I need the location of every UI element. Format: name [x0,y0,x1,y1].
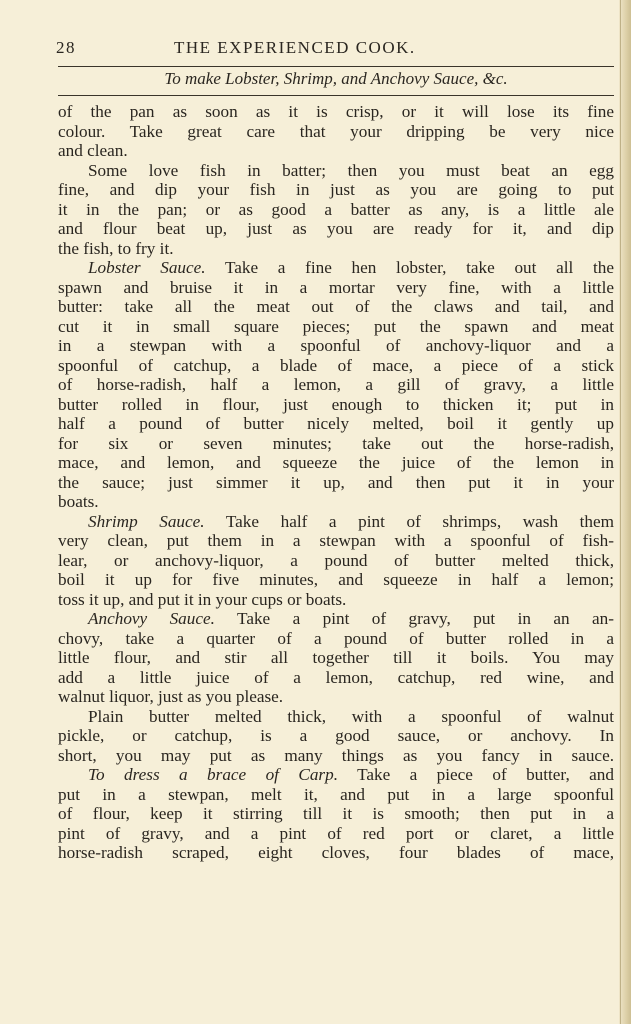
text-line [58,219,614,239]
text-run: boats. [58,492,99,511]
text-run: for six or seven minutes; take out the horse-radish, [58,433,614,453]
text-run: add a little juice of a lemon, catchup, red wine, and [58,667,614,687]
text-line [58,765,614,785]
text-run: spoonful of catchup, a blade of mace, a piece of a stick [58,355,614,375]
text-line [58,629,614,649]
body-text [58,102,614,863]
text-run: little flour, and stir all together till it boils. You may [58,648,614,667]
recipe-title: Anchovy Sauce. [88,609,215,628]
text-line [58,804,614,824]
text-line [58,707,614,727]
text-run: very clean, put them in a stewpan with a spoonful of fish- [58,531,614,550]
text-run: of horse-radish, half a lemon, a gill of gravy, a little [58,375,614,394]
text-line [58,785,614,805]
text-run: Some love fish in batter; then you must beat an egg [88,160,614,180]
text-line [58,570,614,590]
text-run: Take a piece of butter, and [338,765,614,784]
text-line [58,531,614,551]
text-run: Take a pint of gravy, put in an an- [214,609,614,628]
text-line [58,336,614,356]
text-line [58,453,614,473]
text-run: of the pan as soon as it is crisp, or it will lose its fine [58,102,614,121]
text-line [58,356,614,376]
text-line [58,317,614,337]
text-line [58,200,614,220]
text-line [58,843,614,863]
text-run: horse-radish scraped, eight cloves, four blades of mace, [58,843,614,862]
recipe-title: Shrimp Sauce. [88,511,205,531]
text-run: the sauce; just simmer it up, and then put it in your [58,472,614,492]
text-run: cut it in small square pieces; put the spawn and meat [58,316,614,336]
text-line [58,648,614,668]
text-run: lear, or anchovy-liquor, a pound of butter melted thick, [58,550,614,570]
text-line [58,141,614,161]
text-line [58,473,614,493]
recipe-title: Lobster Sauce. [88,258,206,277]
text-line [58,102,614,122]
text-run: the fish, to fry it. [58,238,174,258]
text-run: mace, and lemon, and squeeze the juice of the lemon in [58,453,614,472]
text-run: in a stewpan with a spoonful of anchovy-liquor and a [58,336,614,355]
text-run: half a pound of butter nicely melted, boil it gently up [58,414,614,433]
text-line [58,434,614,454]
text-run: butter rolled in flour, just enough to thicken it; put in [58,394,614,414]
text-line [58,414,614,434]
text-run: pickle, or catchup, is a good sauce, or anchovy. In [58,726,614,745]
text-run: walnut liquor, just as you please. [58,687,284,706]
page-header [56,38,616,62]
text-line [58,297,614,317]
text-run: short, you may put as many things as you fancy in sauce. [58,745,614,765]
text-run: chovy, take a quarter of a pound of butter rolled in a [58,628,614,648]
page-number: 28 [56,38,76,57]
text-run: colour. Take great care that your dripping be very nice [58,121,614,141]
text-line [58,258,614,278]
text-run: butter: take all the meat out of the claws and tail, and [58,297,614,316]
text-run: boil it up for five minutes, and squeeze in half a lemon; [58,570,614,589]
text-line [58,551,614,571]
text-line [58,668,614,688]
text-line [58,492,614,512]
text-line [58,122,614,142]
text-line [58,824,614,844]
text-run: fine, and dip your fish in just as you are going to put [58,180,614,199]
running-head: THE EXPERIENCED COOK. [174,38,416,57]
text-line [58,375,614,395]
page-edge-line [620,0,621,1024]
text-run: it in the pan; or as good a batter as any, is a little ale [58,199,614,219]
recipe-title: To dress a brace of Carp. [88,765,338,784]
text-line [58,512,614,532]
text-line [58,239,614,259]
text-run: pint of gravy, and a pint of red port or claret, a little [58,823,614,843]
text-line [58,395,614,415]
text-line [58,161,614,181]
text-run: put in a stewpan, melt it, and put in a large spoonful [58,784,614,804]
header-rule-top [58,66,614,67]
text-line [58,609,614,629]
text-run: of flour, keep it stirring till it is smooth; then put in a [58,804,614,823]
text-run: and clean. [58,141,128,160]
text-line [58,726,614,746]
text-run: Plain butter melted thick, with a spoonful of walnut [88,706,614,726]
text-line [58,590,614,610]
text-run: and flour beat up, just as you are ready for it, and dip [58,219,614,238]
header-rule-bottom [58,95,614,96]
text-run: Take a fine hen lobster, take out all the [205,258,614,277]
text-run: toss it up, and put it in your cups or boats. [58,589,347,609]
text-run: spawn and bruise it in a mortar very fine, with a little [58,277,614,297]
text-line [58,278,614,298]
section-subheading: To make Lobster, Shrimp, and Anchovy Sauce, &c. [164,69,508,88]
text-run: Take half a pint of shrimps, wash them [204,511,614,531]
text-line [58,687,614,707]
text-line [58,180,614,200]
text-line [58,746,614,766]
